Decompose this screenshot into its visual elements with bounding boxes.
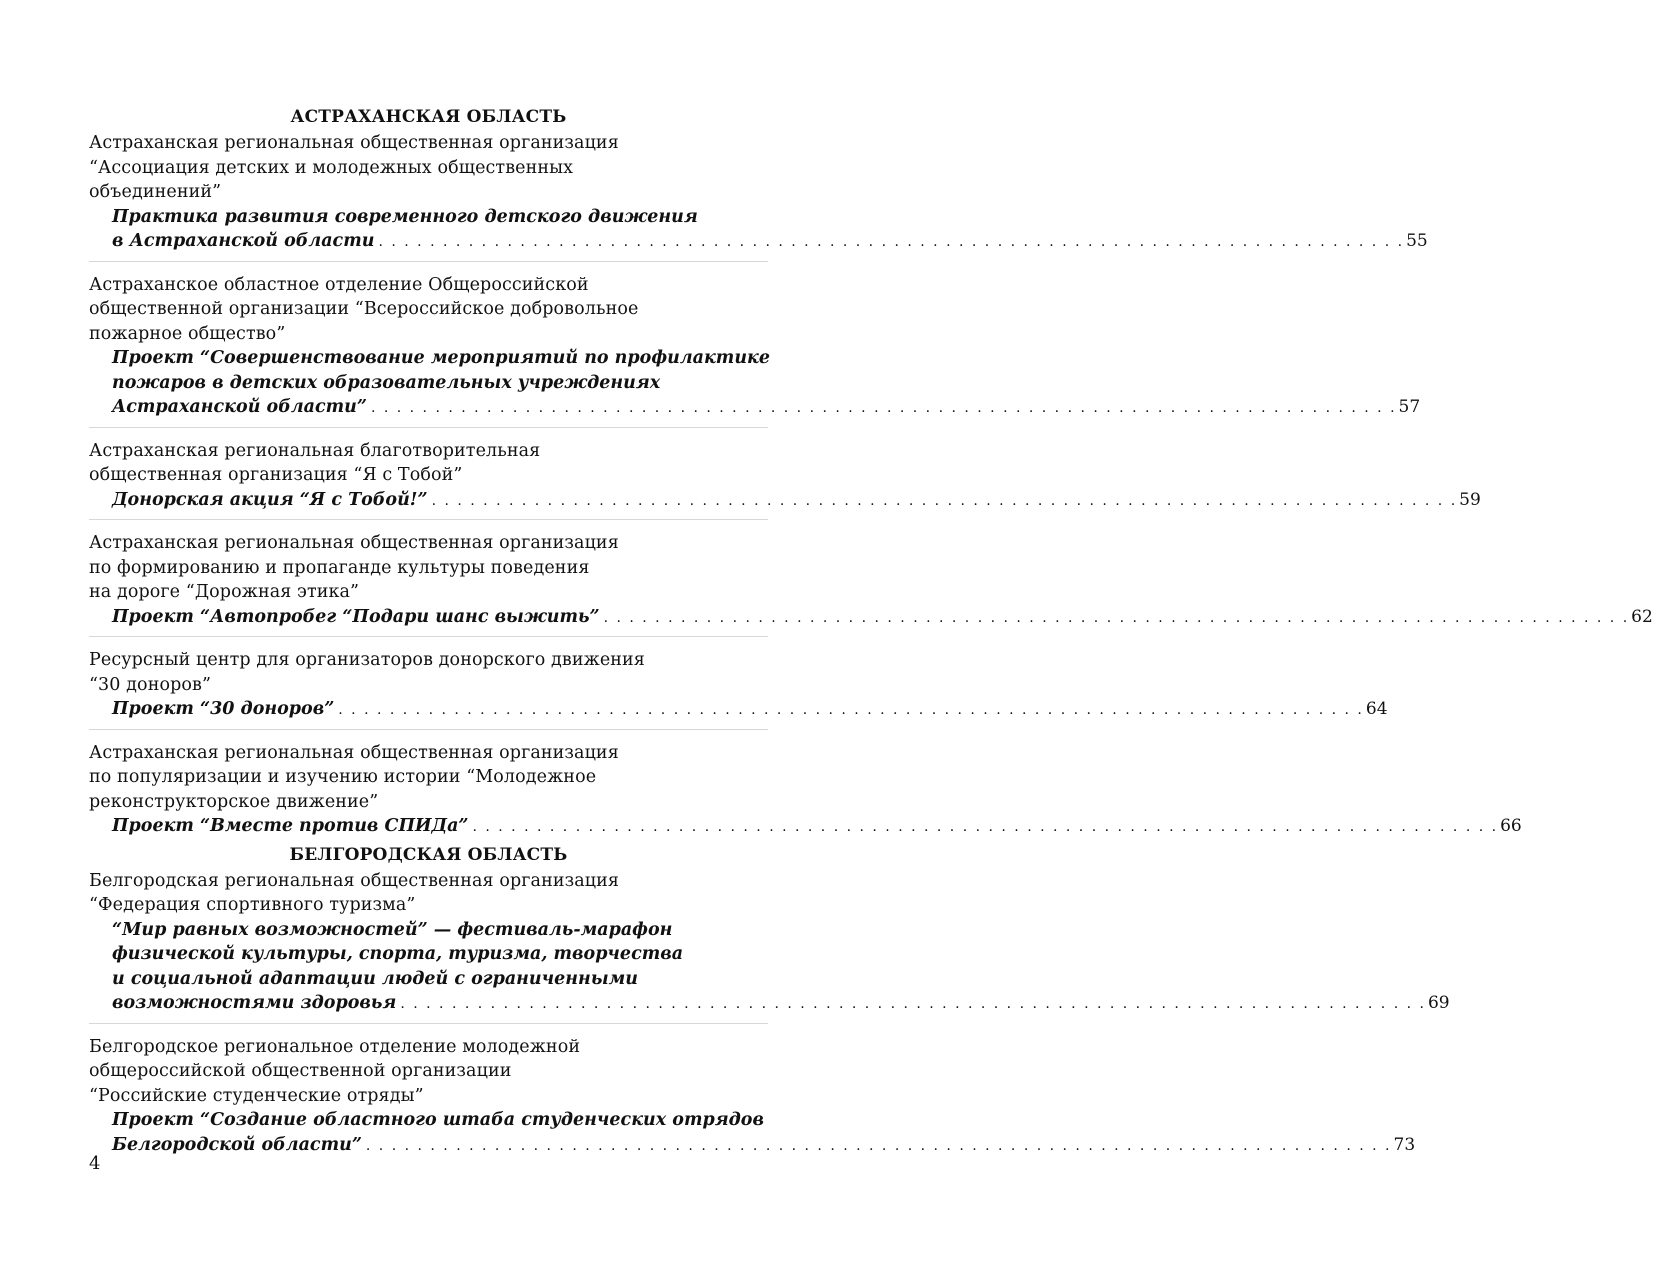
organization-name-line: Астраханская региональная общественная организация (89, 533, 619, 553)
project-title-line[interactable] (89, 205, 768, 230)
toc-entry[interactable] (89, 531, 1653, 637)
organization-name-line: по формированию и пропаганде культуры поведения (89, 557, 590, 578)
project-title-text: Донорская акция “Я с Тобой!” (112, 489, 428, 510)
project-title-text: и социальной адаптации людей с ограниченными (112, 968, 638, 989)
organization-name-line: Астраханское областное отделение Общероссийской (89, 274, 589, 295)
entry-divider (89, 1023, 768, 1024)
organization-name-line: общественной организации “Всероссийское добровольное (89, 299, 639, 319)
organization-name-line: Астраханская региональная общественная организация (89, 133, 619, 153)
project-title-line[interactable] (89, 1108, 768, 1133)
page-reference[interactable]: 66 (1500, 816, 1522, 836)
dot-leader: . . . . . . . . . . . . . . . . . . . . . . . . . . . . . . . . . . . . . . . . . . . . . . . . . . . . . . . . . . . . . . . . . . . . . . . . . . . . . . . . (365, 1137, 1392, 1154)
project-title-text: Проект “30 доноров” (112, 699, 335, 719)
region-heading: АСТРАХАНСКАЯ ОБЛАСТЬ (290, 107, 567, 127)
organization-name-line: общественная организация “Я с Тобой” (89, 465, 463, 485)
project-title-text: Проект “Совершенствование мероприятий по профилактике (112, 348, 771, 368)
project-title-text: Проект “Вместе против СПИДа” (112, 816, 469, 836)
dot-leader: . . . . . . . . . . . . . . . . . . . . . . . . . . . . . . . . . . . . . . . . . . . . . . . . . . . . . . . . . . . . . . . . . . . . . . . . . . . . . . . . (338, 702, 1364, 718)
entry-divider (89, 427, 768, 428)
table-of-contents (89, 106, 1653, 1158)
organization-name-line: “Российские студенческие отряды” (89, 1085, 424, 1106)
project-title-line[interactable] (89, 991, 1450, 1017)
page-reference[interactable]: 55 (1406, 231, 1428, 251)
dot-leader: . . . . . . . . . . . . . . . . . . . . . . . . . . . . . . . . . . . . . . . . . . . . . . . . . . . . . . . . . . . . . . . . . . . . . . . . . . . . . . . . (472, 819, 1499, 835)
organization-name-line: Белгородская региональная общественная организация (89, 870, 620, 891)
organization-name-line: “Ассоциация детских и молодежных общественных (89, 157, 574, 178)
organization-name-line: Ресурсный центр для организаторов донорского движения (89, 650, 645, 670)
toc-entry[interactable] (89, 648, 1388, 730)
organization-name-line: Астраханская региональная благотворительная (89, 440, 541, 461)
page-reference[interactable]: 57 (1398, 397, 1421, 417)
project-title-text: Проект “Автопробег “Подари шанс выжить” (112, 606, 600, 627)
project-title-line[interactable] (89, 814, 1522, 840)
page-number: 4 (89, 1153, 101, 1174)
organization-name-line: на дороге “Дорожная этика” (89, 582, 360, 602)
project-title-text: возможностями здоровья (112, 993, 397, 1013)
dot-leader: . . . . . . . . . . . . . . . . . . . . . . . . . . . . . . . . . . . . . . . . . . . . . . . . . . . . . . . . . . . . . . . . . . . . . . . . . . . . . . . . (431, 492, 1458, 509)
project-title-text: в Астраханской области (112, 231, 375, 251)
project-title-line[interactable] (89, 488, 1481, 514)
project-title-line[interactable] (89, 395, 1421, 421)
page-reference[interactable]: 73 (1393, 1134, 1416, 1155)
project-title-text: физической культуры, спорта, туризма, творчества (112, 944, 684, 964)
dot-leader: . . . . . . . . . . . . . . . . . . . . . . . . . . . . . . . . . . . . . . . . . . . . . . . . . . . . . . . . . . . . . . . . . . . . . . . . . . . . . . . . (603, 609, 1630, 626)
project-title-text: Практика развития современного детского движения (112, 206, 698, 227)
organization-name-line: общероссийской общественной организации (89, 1061, 512, 1081)
toc-entry[interactable] (89, 869, 1450, 1024)
toc-entry[interactable] (89, 741, 1522, 840)
page-reference[interactable]: 64 (1365, 699, 1388, 719)
page-reference[interactable]: 59 (1459, 489, 1481, 510)
project-title-text: “Мир равных возможностей” — фестиваль-марафон (112, 919, 673, 940)
entry-divider (89, 729, 768, 730)
organization-name-line: объединений” (89, 182, 222, 202)
project-title-line[interactable] (89, 697, 1388, 723)
entry-divider (89, 519, 768, 520)
toc-entry[interactable] (89, 1035, 1416, 1159)
project-title-line[interactable] (89, 918, 768, 943)
toc-entry[interactable] (89, 273, 1421, 428)
page-reference[interactable]: 69 (1427, 993, 1450, 1013)
dot-leader: . . . . . . . . . . . . . . . . . . . . . . . . . . . . . . . . . . . . . . . . . . . . . . . . . . . . . . . . . . . . . . . . . . . . . . . . . . . . . . . . (370, 400, 1397, 416)
project-title-line[interactable] (89, 1133, 1416, 1159)
entry-divider (89, 261, 768, 262)
region-heading: БЕЛГОРОДСКАЯ ОБЛАСТЬ (289, 844, 568, 865)
organization-name-line: “30 доноров” (89, 674, 212, 695)
organization-name-line: реконструкторское движение” (89, 791, 379, 812)
dot-leader: . . . . . . . . . . . . . . . . . . . . . . . . . . . . . . . . . . . . . . . . . . . . . . . . . . . . . . . . . . . . . . . . . . . . . . . . . . . . . . . . (378, 234, 1405, 250)
toc-entry[interactable] (89, 131, 1428, 262)
organization-name-line: “Федерация спортивного туризма” (89, 895, 416, 915)
project-title-line[interactable] (89, 229, 1428, 255)
organization-name-line: Астраханская региональная общественная организация (89, 742, 619, 763)
project-title-text: Белгородской области” (112, 1134, 362, 1155)
organization-name-line: пожарное общество” (89, 323, 286, 344)
project-title-line[interactable] (89, 605, 1653, 631)
project-title-text: Проект “Создание областного штаба студенческих отрядов (112, 1110, 764, 1130)
project-title-text: пожаров в детских образовательных учреждениях (112, 372, 661, 393)
project-title-line[interactable] (89, 371, 768, 396)
project-title-text: Астраханской области” (112, 397, 367, 417)
project-title-line[interactable] (89, 942, 768, 967)
project-title-line[interactable] (89, 967, 768, 992)
page-reference[interactable]: 62 (1631, 606, 1653, 627)
project-title-line[interactable] (89, 346, 771, 371)
entry-divider (89, 636, 768, 637)
dot-leader: . . . . . . . . . . . . . . . . . . . . . . . . . . . . . . . . . . . . . . . . . . . . . . . . . . . . . . . . . . . . . . . . . . . . . . . . . . . . . . . . (400, 996, 1426, 1012)
toc-entry[interactable] (89, 439, 1481, 521)
organization-name-line: Белгородское региональное отделение молодежной (89, 1036, 581, 1057)
organization-name-line: по популяризации и изучению истории “Молодежное (89, 767, 597, 787)
